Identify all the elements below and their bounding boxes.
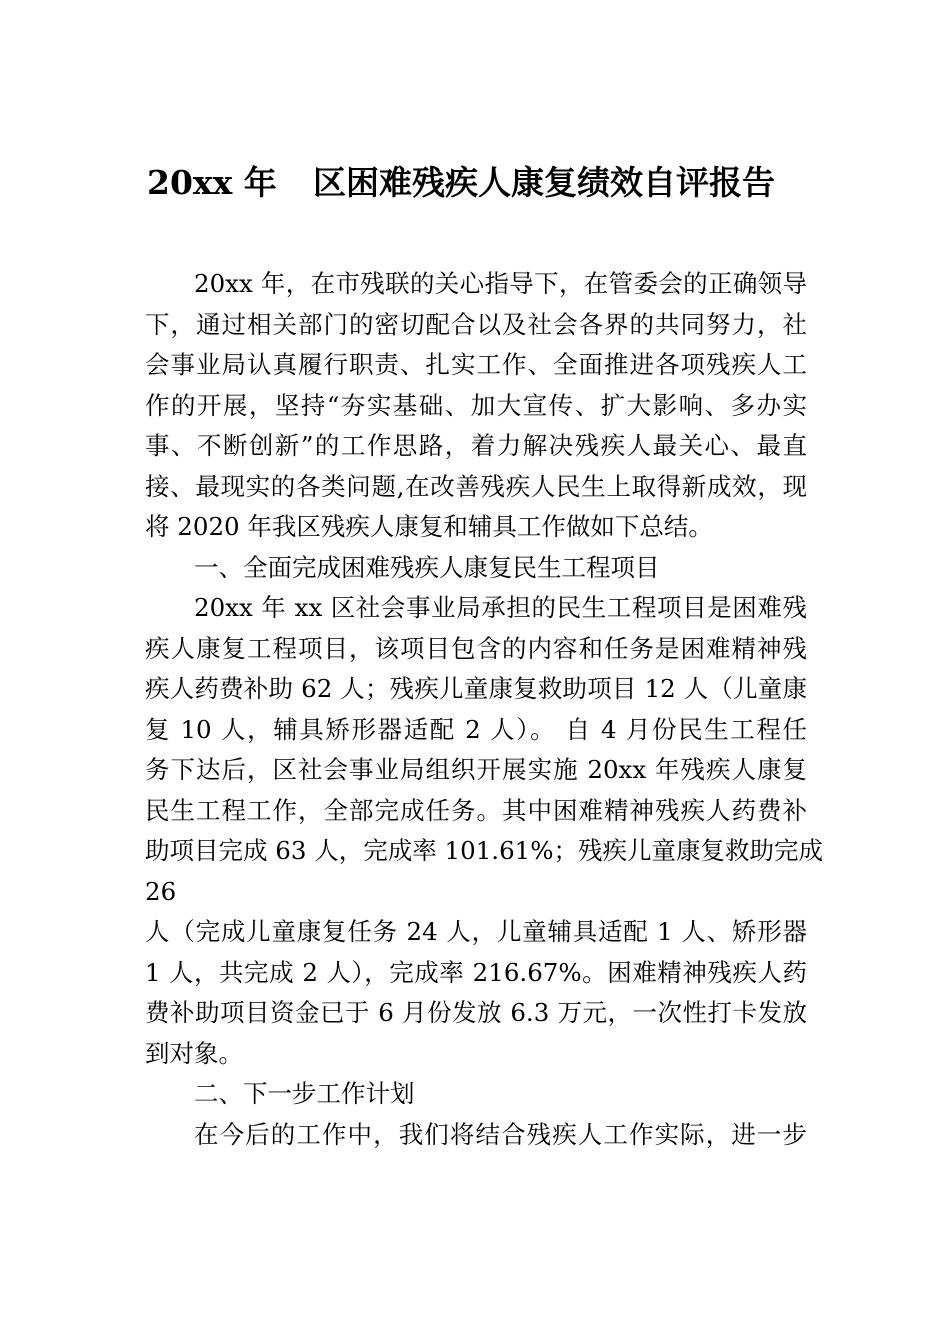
text-line: 将 2020 年我区残疾人康复和辅具工作做如下总结。	[145, 512, 713, 541]
text-line: 26	[145, 876, 177, 906]
paragraph-section-2	[145, 1115, 807, 1156]
text-line: 民生工程工作，全部完成任务。其中困难精神残疾人药费补	[145, 795, 807, 825]
text-line: 复 10 人，辅具矫形器适配 2 人）。 自 4 月份民生工程任	[145, 714, 807, 744]
text-line: 到对象。	[145, 1038, 243, 1068]
section-heading-1: 一、全面完成困难残疾人康复民生工程项目	[194, 552, 660, 582]
text-line: 疾人药费补助 62 人；残疾儿童康复救助项目 12 人（儿童康	[145, 674, 807, 703]
text-line: 下，通过相关部门的密切配合以及社会各界的共同努力，社	[145, 309, 807, 339]
text-line: 会事业局认真履行职责、扎实工作、全面推进各项残疾人工	[145, 350, 807, 379]
text-line: 务下达后，区社会事业局组织开展实施 20xx 年残疾人康复	[145, 755, 807, 784]
text-line: 1 人，共完成 2 人），完成率 216.67%。困难精神残疾人药	[145, 957, 807, 987]
text-line: 20xx 年 xx 区社会事业局承担的民生工程项目是困难残	[194, 593, 807, 622]
text-line: 作的开展，坚持“夯实基础、加大宣传、扩大影响、多办实	[145, 390, 807, 420]
text-line: 事、不断创新”的工作思路，着力解决残疾人最关心、最直	[145, 431, 807, 460]
document-body	[145, 264, 824, 1155]
text-line: 接、最现实的各类问题,在改善残疾人民生上取得新成效，现	[145, 471, 807, 501]
title-year: 20xx 年	[147, 163, 277, 202]
text-line: 助项目完成 63 人，完成率 101.61%；残疾儿童康复救助完成	[145, 836, 824, 865]
text-line: 20xx 年，在市残联的关心指导下，在管委会的正确领导	[194, 269, 807, 298]
paragraph-section-1	[145, 588, 824, 1074]
text-line: 在今后的工作中，我们将结合残疾人工作实际，进一步	[194, 1119, 807, 1149]
paragraph-intro	[145, 264, 807, 548]
section-heading-2: 二、下一步工作计划	[194, 1079, 415, 1108]
title-main: 区困难残疾人康复绩效自评报告	[313, 163, 775, 202]
text-line: 人（完成儿童康复任务 24 人，儿童辅具适配 1 人、矫形器	[145, 917, 807, 946]
text-line: 费补助项目资金已于 6 月份发放 6.3 万元，一次性打卡发放	[145, 998, 807, 1027]
text-line: 疾人康复工程项目，该项目包含的内容和任务是困难精神残	[145, 633, 807, 663]
document-title	[147, 158, 817, 208]
